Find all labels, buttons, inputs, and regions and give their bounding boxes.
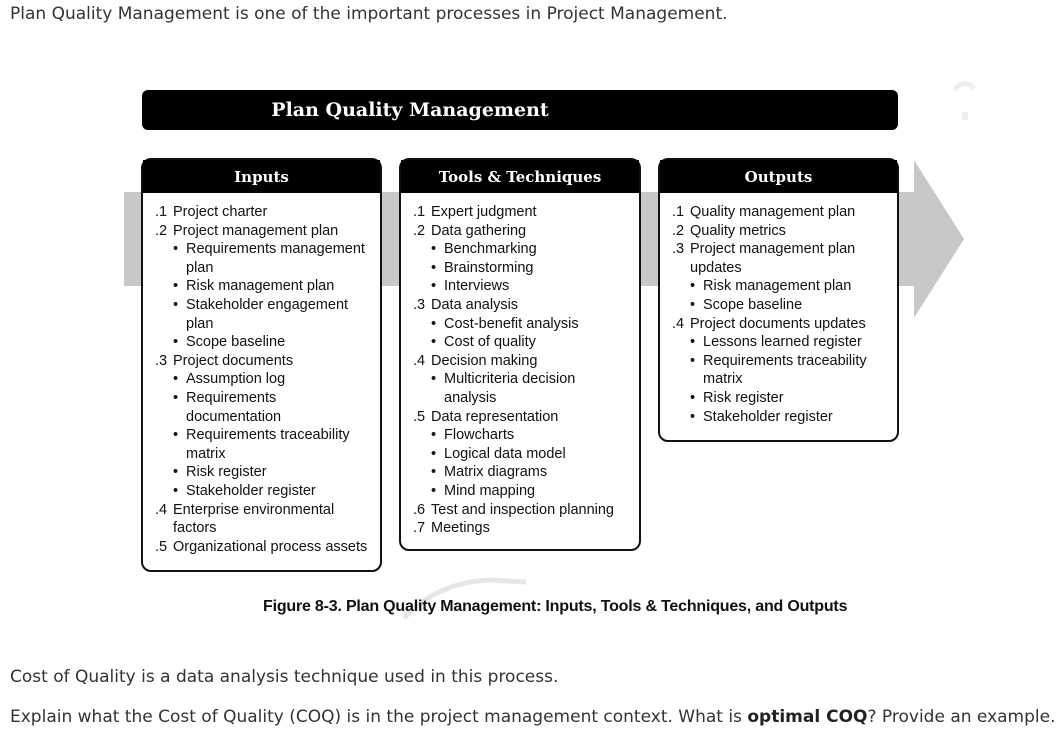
sub-item (155, 240, 372, 277)
sub-item-text: Risk management plan (703, 278, 852, 295)
sub-item (672, 352, 889, 389)
item-number: .4 (413, 352, 426, 369)
outputs-box (658, 158, 899, 442)
bullet-icon: • (173, 296, 179, 313)
list-item (672, 240, 889, 277)
list-item (413, 519, 631, 538)
sub-item (413, 426, 631, 445)
bullet-icon: • (431, 259, 437, 276)
item-number: .3 (672, 241, 685, 258)
bullet-icon: • (431, 464, 437, 481)
question-emphasis: optimal COQ (747, 707, 868, 727)
sub-item-text: Stakeholder engagement plan (186, 296, 349, 332)
item-number: .6 (413, 501, 426, 518)
bullet-icon: • (173, 389, 179, 406)
sub-item (413, 445, 631, 464)
sub-item (155, 463, 372, 482)
item-number: .5 (413, 408, 426, 425)
outputs-header: Outputs (660, 160, 897, 193)
sub-item-text: Brainstorming (444, 259, 534, 276)
sub-item-text: Lessons learned register (703, 334, 862, 351)
sub-item (672, 296, 889, 315)
bullet-icon: • (173, 278, 179, 295)
bullet-icon: • (431, 278, 437, 295)
item-text: Quality metrics (690, 222, 786, 239)
item-number: .1 (672, 204, 685, 220)
item-text: Enterprise environmental factors (173, 501, 335, 537)
sub-item-text: Stakeholder register (703, 408, 833, 425)
item-number: .5 (155, 538, 168, 555)
bullet-icon: • (431, 482, 437, 499)
list-item (155, 203, 372, 222)
sub-item (672, 277, 889, 296)
sub-item-text: Multicriteria decision analysis (444, 371, 576, 406)
tools-box (399, 158, 641, 551)
sub-item-text: Cost of quality (444, 334, 536, 351)
sub-item (155, 426, 372, 463)
sub-item-text: Logical data model (444, 445, 566, 462)
bullet-icon: • (173, 482, 179, 499)
bullet-icon: • (690, 408, 696, 425)
sub-item (155, 277, 372, 296)
bullet-icon: • (690, 296, 696, 313)
item-text: Expert judgment (431, 204, 537, 220)
tools-header: Tools & Techniques (401, 160, 639, 193)
item-text: Data gathering (431, 222, 527, 239)
bullet-icon: • (173, 334, 179, 351)
sub-item-text: Cost-benefit analysis (444, 315, 579, 332)
intro-text: Plan Quality Management is one of the important processes in Project Management. (10, 4, 728, 24)
sub-item (155, 296, 372, 333)
bullet-icon: • (431, 427, 437, 444)
sub-item-text: Scope baseline (703, 296, 803, 313)
outputs-list (660, 193, 897, 426)
paragraph-question (10, 707, 1056, 727)
watermark-fragment-icon (948, 76, 980, 126)
paragraph-coq-intro: Cost of Quality is a data analysis technique used in this process. (10, 667, 559, 687)
item-number: .1 (413, 204, 426, 220)
sub-item-text: Stakeholder register (186, 482, 316, 499)
sub-item-text: Risk register (186, 464, 267, 481)
bullet-icon: • (431, 315, 437, 332)
sub-item-text: Matrix diagrams (444, 464, 548, 481)
sub-item (672, 408, 889, 427)
sub-item (672, 389, 889, 408)
item-text: Project documents updates (690, 315, 866, 332)
sub-item (413, 482, 631, 501)
item-text: Project management plan (173, 222, 339, 239)
sub-item-text: Interviews (444, 278, 510, 295)
sub-item (413, 259, 631, 278)
sub-item-text: Assumption log (186, 371, 286, 388)
list-item (155, 222, 372, 241)
item-text: Project management plan updates (690, 241, 856, 276)
bullet-icon: • (690, 352, 696, 369)
sub-item (155, 370, 372, 389)
tools-list (401, 193, 639, 538)
sub-item-text: Requirements documentation (186, 389, 282, 425)
item-text: Test and inspection planning (431, 501, 614, 518)
item-number: .2 (155, 222, 168, 239)
inputs-header: Inputs (143, 160, 380, 193)
list-item (672, 222, 889, 241)
sub-item-text: Mind mapping (444, 482, 536, 499)
list-item (155, 501, 372, 538)
sub-item-text: Requirements traceability matrix (703, 352, 867, 388)
inputs-box (141, 158, 382, 572)
item-number: .4 (672, 315, 685, 332)
sub-item (155, 333, 372, 352)
item-text: Project charter (173, 204, 268, 220)
item-number: .1 (155, 204, 168, 220)
figure-caption: Figure 8-3. Plan Quality Management: Inputs, Tools & Techniques, and Outputs (263, 598, 848, 615)
question-text-start: Explain what the Cost of Quality (COQ) is in the project management context. What is (10, 707, 748, 727)
sub-item (413, 370, 631, 407)
item-text: Decision making (431, 352, 538, 369)
list-item (155, 538, 372, 557)
sub-item (413, 277, 631, 296)
item-number: .2 (413, 222, 426, 239)
item-text: Meetings (431, 520, 490, 537)
bullet-icon: • (431, 371, 437, 388)
bullet-icon: • (690, 278, 696, 295)
list-item (413, 408, 631, 427)
bullet-icon: • (690, 389, 696, 406)
item-text: Organizational process assets (173, 538, 368, 555)
sub-item (413, 240, 631, 259)
sub-item-text: Scope baseline (186, 334, 286, 351)
bullet-icon: • (173, 241, 179, 258)
item-number: .7 (413, 520, 426, 537)
item-number: .3 (155, 352, 168, 369)
question-text-end: ? Provide an example. (867, 707, 1056, 727)
sub-item-text: Requirements management plan (186, 241, 365, 276)
item-text: Project documents (173, 352, 294, 369)
bullet-icon: • (431, 445, 437, 462)
process-title-banner (142, 90, 898, 130)
list-item (672, 203, 889, 222)
bullet-icon: • (173, 464, 179, 481)
sub-item (155, 482, 372, 501)
process-title: Plan Quality Management (271, 99, 549, 121)
sub-item-text: Risk management plan (186, 278, 335, 295)
item-text: Quality management plan (690, 204, 856, 220)
list-item (155, 352, 372, 371)
list-item (672, 315, 889, 334)
sub-item-text: Requirements traceability matrix (186, 427, 350, 462)
sub-item-text: Risk register (703, 389, 784, 406)
sub-item (413, 315, 631, 334)
bullet-icon: • (173, 427, 179, 444)
sub-item-text: Flowcharts (444, 427, 515, 444)
bullet-icon: • (690, 334, 696, 351)
bullet-icon: • (173, 371, 179, 388)
inputs-list (143, 193, 380, 556)
item-number: .2 (672, 222, 685, 239)
list-item (413, 203, 631, 222)
item-text: Data analysis (431, 296, 519, 313)
bullet-icon: • (431, 241, 437, 258)
sub-item (413, 333, 631, 352)
list-item (413, 222, 631, 241)
item-number: .4 (155, 501, 168, 518)
list-item (413, 501, 631, 520)
list-item (413, 352, 631, 371)
sub-item (413, 463, 631, 482)
item-number: .3 (413, 296, 426, 313)
sub-item (155, 389, 372, 426)
item-text: Data representation (431, 408, 559, 425)
sub-item-text: Benchmarking (444, 241, 537, 258)
sub-item (672, 333, 889, 352)
bullet-icon: • (431, 334, 437, 351)
list-item (413, 296, 631, 315)
